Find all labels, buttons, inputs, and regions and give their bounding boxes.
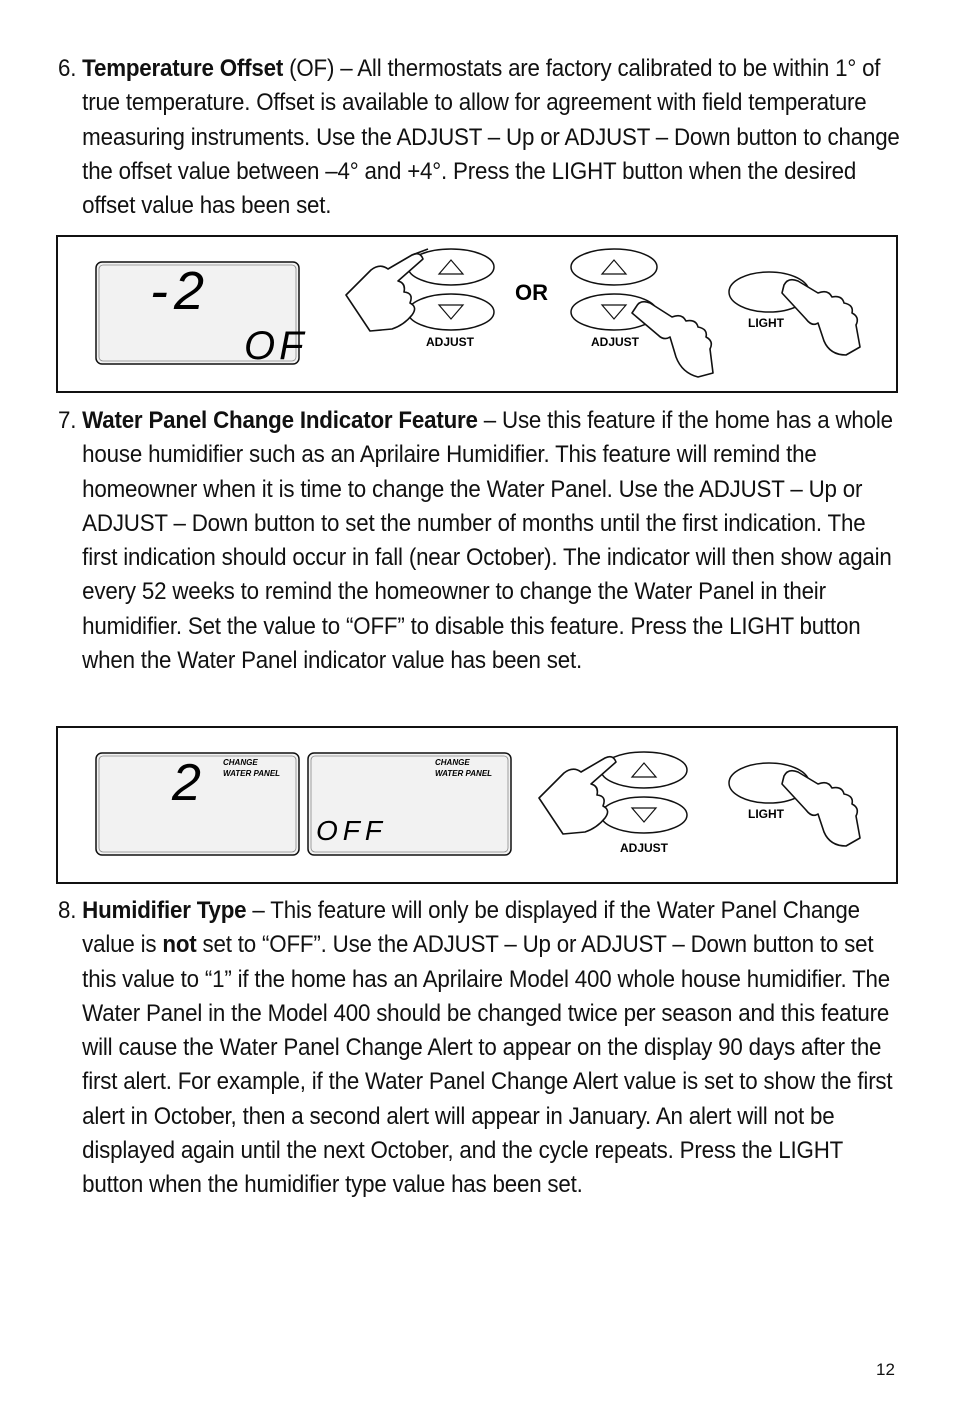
item-title: Temperature Offset [82, 55, 284, 82]
item-body-a: – This feature will only be displayed if the Water Panel Change value is [82, 897, 860, 959]
item-body-b: set to “OFF”. Use the ADJUST – Up or ADJUST – Down button to set this value to “1” if the home has an Aprilaire Model 400 whole house humidifier. The Water Panel in the Model 400 should be changed twice per season and this feature will cause the Water Panel Change Alert to appear on the display 90 days after the first alert. For example, if the Water Panel Change Alert value is set to show the first alert in October, then a second alert will appear in January. An alert will not be displayed again until the next October, and the cycle repeats. Press the LIGHT button when the humidifier type value has been set. [82, 931, 893, 1199]
figure-offset-adjust [56, 235, 898, 393]
pointing-hand-icon [782, 771, 860, 846]
lcd-value: 2 [172, 754, 201, 812]
lcd-code: OF [244, 324, 308, 368]
item-title: Water Panel Change Indicator Feature [82, 407, 478, 434]
item-text [82, 894, 900, 1203]
instruction-item-7 [58, 404, 893, 678]
instruction-item-6 [58, 52, 900, 223]
pointing-hand-icon [782, 280, 860, 355]
lcd-value-off: OFF [316, 815, 387, 846]
item-emphasis: not [162, 931, 197, 959]
item-body: (OF) – All thermostats are factory calibrated to be within 1° of true temperature. Offset is available to allow for agreement with field temperature measuring instruments. Use the ADJUST – Up or ADJUST – Down button to change the offset value between –4° and +4°. Press the LIGHT button when the desired offset value has been set. [82, 55, 900, 220]
lcd-water-panel-label: WATER PANEL [435, 769, 493, 778]
light-label: LIGHT [748, 316, 784, 330]
adjust-label: ADJUST [620, 841, 669, 855]
item-text [82, 404, 900, 678]
adjust-label-2: ADJUST [591, 335, 640, 349]
light-label: LIGHT [748, 807, 784, 821]
or-label: OR [515, 280, 548, 305]
item-text [82, 52, 900, 223]
figure-water-panel-adjust [56, 726, 898, 884]
item-title: Humidifier Type [82, 897, 247, 924]
lcd-change-label: CHANGE [435, 758, 470, 767]
instruction-item-8 [58, 894, 893, 1203]
adjust-label: ADJUST [426, 335, 475, 349]
adjust-up-button-2[interactable] [571, 249, 657, 285]
item-number: 8. [58, 897, 77, 924]
item-body: – Use this feature if the home has a whole house humidifier such as an Aprilaire Humidifier. This feature will remind the homeowner when it is time to change the Water Panel. Use the ADJUST – Up or ADJUST – Down button to set the number of months until the first indication. The first indication should occur in fall (near October). The indicator will then show again every 52 weeks to remind the homeowner to change the Water Panel in their humidifier. Set the value to “OFF” to disable this feature. Press the LIGHT button when the Water Panel indicator value has been set. [82, 407, 893, 675]
lcd-change-label: CHANGE [223, 758, 258, 767]
pointing-hand-icon [632, 302, 713, 377]
adjust-down-button[interactable] [408, 294, 494, 330]
page-number: 12 [876, 1360, 895, 1379]
item-number: 7. [58, 407, 77, 434]
lcd-water-panel-label: WATER PANEL [223, 769, 281, 778]
lcd-value: -2 [150, 261, 211, 321]
item-number: 6. [58, 55, 77, 82]
adjust-down-button[interactable] [601, 797, 687, 833]
